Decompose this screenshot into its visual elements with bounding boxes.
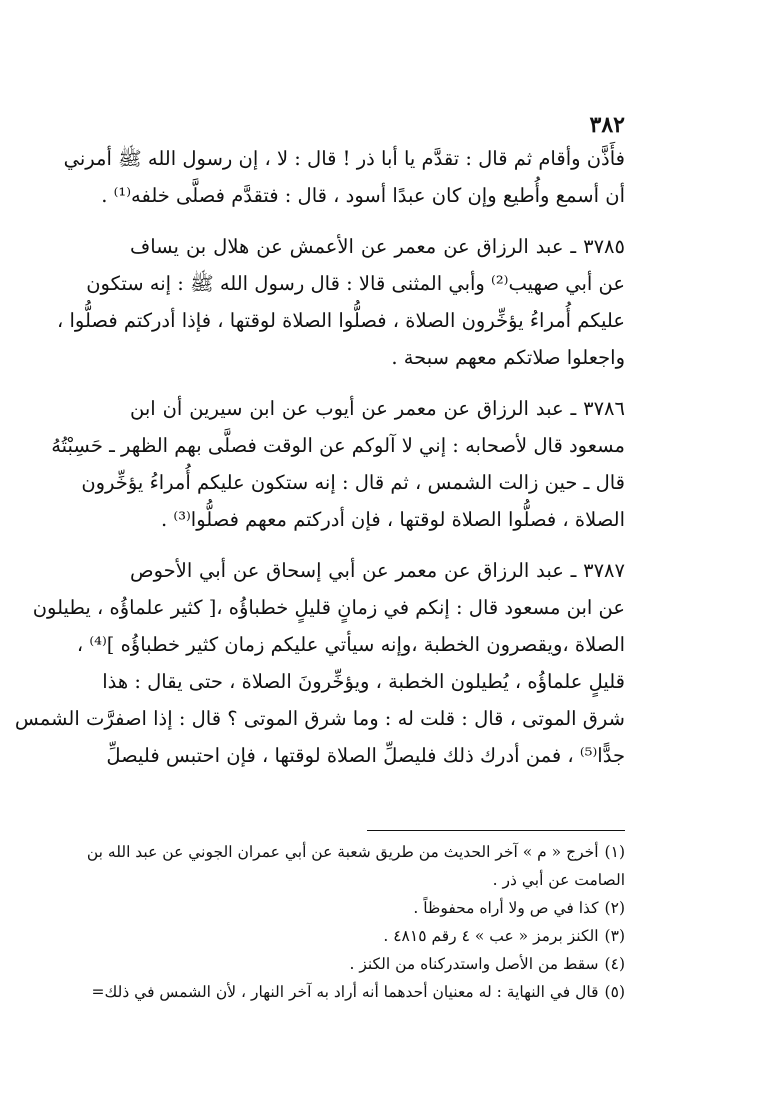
text-line: عليكم أُمراءُ يؤخِّرون الصلاة ، فصلُّوا الصلاة لوقتها ، فإذا أدركتم فصلُّوا ، <box>56 309 625 332</box>
footnote-text: قال في النهاية : له معنيان أحدهما أنه أراد به آخر النهار ، لأن الشمس في ذلك= <box>91 983 599 1001</box>
text-line: ٣٧٨٥ ـ عبد الرزاق عن معمر عن الأعمش عن هلال بن يساف <box>130 235 625 258</box>
footnotes <box>86 838 625 1006</box>
text-line: الصلاة ، فصلُّوا الصلاة لوقتها ، فإن أدركتم معهم فصلُّوا⁽³⁾ . <box>161 508 625 531</box>
text-line: فأَذَّن وأقام ثم قال : تقدَّم يا أبا ذر ! قال : لا ، إن رسول الله ﷺ أمرني <box>63 147 625 170</box>
footnote-number: (٥) <box>604 983 625 1001</box>
footnote-text: سقط من الأصل واستدركناه من الكنز . <box>349 955 599 973</box>
text-line: واجعلوا صلاتكم معهم سبحة . <box>391 346 625 369</box>
footnote-divider <box>367 830 625 831</box>
footnote-5 <box>91 978 625 1006</box>
text-line: شرق الموتى ، قال : قلت له : وما شرق الموتى ؟ قال : إذا اصفرَّت الشمس <box>14 707 625 730</box>
page-number: ٣٨٢ <box>589 112 625 138</box>
footnote-number: (٣) <box>604 927 625 945</box>
footnote-number: (١) <box>604 843 625 861</box>
text-line: عن أبي صهيب⁽²⁾ وأبي المثنى قالا : قال رسول الله ﷺ : إنه ستكون <box>86 272 625 295</box>
text-line: قال ـ حين زالت الشمس ، ثم قال : إنه ستكون عليكم أُمراءُ يؤخِّرون <box>81 471 625 494</box>
text-line: جدًّا⁽⁵⁾ ، فمن أدرك ذلك فليصلِّ الصلاة لوقتها ، فإن احتبس فليصلِّ <box>106 744 625 767</box>
hadith-3787 <box>14 552 625 774</box>
footnote-text: كذا في ص ولا أراه محفوظاً . <box>413 899 599 917</box>
footnote-text: أخرج « م » آخر الحديث من طريق شعبة عن أبي عمران الجوني عن عبد الله بن <box>86 843 599 861</box>
footnote-2 <box>125 894 625 922</box>
text-line: عن ابن مسعود قال : إنكم في زمانٍ قليلٍ خطباؤُه ،[ كثير علماؤُه ، يطيلون <box>32 596 625 619</box>
text-line: ٣٧٨٧ ـ عبد الرزاق عن معمر عن أبي إسحاق عن أبي الأحوص <box>130 559 625 582</box>
hadith-3785 <box>56 228 625 376</box>
footnote-4 <box>125 950 625 978</box>
text-line: قليلٍ علماؤُه ، يُطيلون الخطبة ، ويؤخِّرونَ الصلاة ، حتى يقال : هذا <box>102 670 625 693</box>
text-line: الصلاة ،ويقصرون الخطبة ،وإنه سيأتي عليكم زمان كثير خطباؤُه ]⁽⁴⁾ ، <box>76 633 625 656</box>
footnote-number: (٢) <box>604 899 625 917</box>
text-line: أن أسمع وأُطيع وإن كان عبدًا أسود ، قال : فتقدَّم فصلَّى خلفه⁽¹⁾ . <box>101 184 625 207</box>
footnote-number: (٤) <box>604 955 625 973</box>
hadith-3786 <box>51 390 625 538</box>
text-line: مسعود قال لأصحابه : إني لا آلوكم عن الوقت فصلَّى بهم الظهر ـ حَسِبْتُهُ <box>51 434 625 457</box>
footnote-1-continuation: الصامت عن أبي ذر . <box>492 871 625 889</box>
paragraph-1 <box>63 140 625 214</box>
footnote-text: الكنز برمز « عب » ٤ رقم ٤٨١٥ . <box>383 927 599 945</box>
footnote-1 <box>86 838 625 866</box>
main-text <box>14 140 625 788</box>
footnote-3 <box>125 922 625 950</box>
text-line: ٣٧٨٦ ـ عبد الرزاق عن معمر عن أيوب عن ابن سيرين أن ابن <box>130 397 625 420</box>
